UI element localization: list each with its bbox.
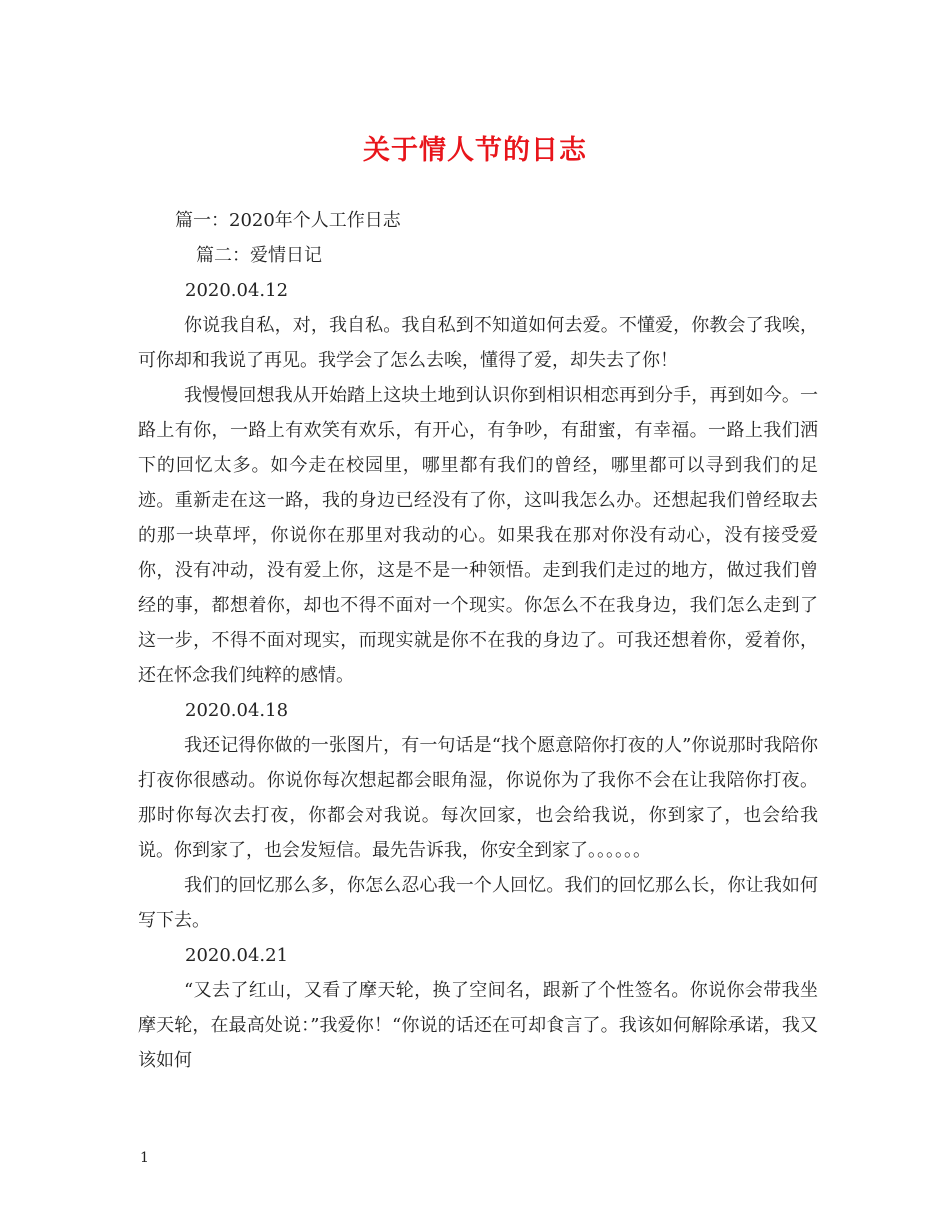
diary-paragraph: 你说我自私，对，我自私。我自私到不知道如何去爱。不懂爱，你教会了我唉，可你却和我说了再见。我学会了怎么去唉，懂得了爱，却失去了你！ (138, 315, 818, 371)
page-number: 1 (140, 1150, 149, 1166)
diary-paragraph: 我慢慢回想我从开始踏上这块土地到认识你到相识相恋再到分手，再到如今。一路上有你，一路上有欢笑有欢乐，有开心，有争吵，有甜蜜，有幸福。一路上我们洒下的回忆太多。如今走在校园里，哪里都有我们的曾经，哪里都可以寻到我们的足迹。重新走在这一路，我的身边已经没有了你，这叫我怎么办。还想起我们曾经取去的那一块草坪，你说你在那里对我动的心。如果我在那对你没有动心，没有接受爱你，没有冲动，没有爱上你，这是不是一种领悟。走到我们走过的地方，做过我们曾经的事，都想着你，却也不得不面对一个现实。你怎么不在我身边，我们怎么走到了这一步，不得不面对现实，而现实就是你不在我的身边了。可我还想着你，爱着你，还在怀念我们纯粹的感情。 (138, 385, 818, 686)
diary-date: 2020.04.12 (185, 280, 289, 301)
section-heading-2: 篇二：爱情日记 (196, 245, 322, 266)
diary-paragraph: 我还记得你做的一张图片，有一句话是“找个愿意陪你打夜的人”你说那时我陪你打夜你很感动。你说你每次想起都会眼角湿，你说你为了我你不会在让我陪你打夜。那时你每次去打夜，你都会对我说。每次回家，也会给我说，你到家了，也会给我说。你到家了，也会发短信。最先告诉我，你安全到家了。。。。。。 (138, 735, 818, 861)
diary-date: 2020.04.21 (185, 945, 289, 966)
diary-date: 2020.04.18 (185, 700, 289, 721)
document-body (138, 203, 818, 1078)
section-heading-1: 篇一：2020年个人工作日志 (175, 210, 401, 231)
document-title: 关于情人节的日志 (363, 135, 587, 166)
diary-paragraph: “又去了红山，又看了摩天轮，换了空间名，跟新了个性签名。你说你会带我坐摩天轮，在最高处说：”我爱你！“你说的话还在可却食言了。我该如何解除承诺，我又该如何 (138, 980, 818, 1071)
diary-paragraph: 我们的回忆那么多，你怎么忍心我一个人回忆。我们的回忆那么长，你让我如何写下去。 (138, 875, 818, 931)
